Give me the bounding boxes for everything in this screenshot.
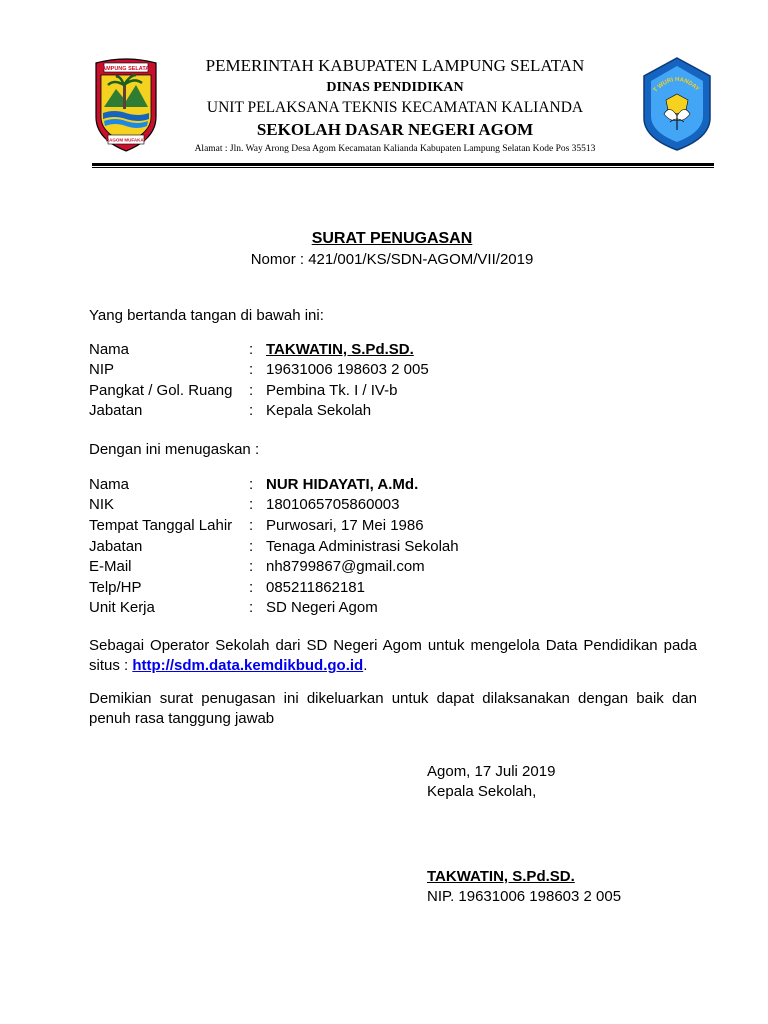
purpose-text: Sebagai Operator Sekolah dari SD Negeri Agom untuk mengelola Data Pendidikan pada situs :: [89, 637, 697, 674]
field-label: NIP: [89, 361, 115, 378]
signer-position-row: [89, 401, 709, 422]
purpose-paragraph: [89, 636, 697, 676]
intro-text: Yang bertanda tangan di bawah ini:: [89, 307, 324, 324]
letterhead-line-3: UNIT PELAKSANA TEKNIS KECAMATAN KALIANDA: [206, 99, 584, 116]
assign-intro-text: Dengan ini menugaskan :: [89, 441, 260, 458]
field-colon: :: [249, 382, 254, 399]
tut-wuri-handayani-emblem-icon: [640, 56, 714, 152]
assignee-name-row: [89, 475, 709, 496]
letter-number: Nomor : 421/001/KS/SDN-AGOM/VII/2019: [250, 251, 534, 268]
field-colon: :: [249, 402, 254, 419]
svg-text:RAGOM MUFAKAT: RAGOM MUFAKAT: [105, 137, 147, 143]
assignee-unit-row: [89, 598, 709, 619]
assignee-nik-row: [89, 495, 709, 516]
field-colon: :: [249, 341, 254, 358]
field-label: Pangkat / Gol. Ruang: [89, 382, 233, 399]
letterhead-line-1: PEMERINTAH KABUPATEN LAMPUNG SELATAN: [205, 56, 585, 75]
letterhead-rule-thin: [92, 167, 714, 168]
field-label: Jabatan: [89, 402, 143, 419]
field-value: Pembina Tk. I / IV-b: [266, 382, 398, 399]
assignee-birth-row: [89, 516, 709, 537]
letter-title: SURAT PENUGASAN: [311, 230, 473, 247]
lampung-selatan-emblem-icon: [90, 55, 162, 153]
place-date: Agom, 17 Juli 2019: [427, 763, 556, 780]
field-label: Telp/HP: [89, 579, 142, 596]
assignee-email-row: [89, 557, 709, 578]
svg-text:LAMPUNG SELATAN: LAMPUNG SELATAN: [98, 66, 154, 72]
assignee-phone-row: [89, 578, 709, 599]
field-label: Jabatan: [89, 538, 143, 555]
field-colon: :: [249, 476, 254, 493]
field-value: 19631006 198603 2 005: [266, 361, 429, 378]
field-colon: :: [249, 579, 254, 596]
field-colon: :: [249, 517, 254, 534]
field-label: E-Mail: [89, 558, 132, 575]
closing-paragraph: Demikian surat penugasan ini dikeluarkan untuk dapat dilaksanakan dengan baik dan penuh rasa tanggung jawab: [89, 690, 697, 727]
letterhead-address: Alamat : Jln. Way Arong Desa Agom Kecamatan Kalianda Kabupaten Lampung Selatan Kode Pos 35513: [194, 144, 596, 154]
field-value: Tenaga Administrasi Sekolah: [266, 538, 459, 555]
svg-text:TUT WURI HANDAYANI: T WURI HANDAY: [652, 76, 700, 94]
purpose-end: .: [363, 657, 368, 674]
field-colon: :: [249, 558, 254, 575]
field-value: 085211862181: [266, 579, 365, 596]
field-label: Nama: [89, 341, 130, 358]
field-value: SD Negeri Agom: [266, 599, 378, 616]
field-label: Unit Kerja: [89, 599, 155, 616]
field-colon: :: [249, 361, 254, 378]
field-value: TAKWATIN, S.Pd.SD.: [266, 341, 414, 358]
letterhead-line-4: SEKOLAH DASAR NEGERI AGOM: [256, 120, 534, 139]
field-label: NIK: [89, 496, 115, 513]
signer-rank-row: [89, 381, 709, 402]
signer-title: Kepala Sekolah,: [427, 783, 537, 800]
assignee-position-row: [89, 537, 709, 558]
field-value: NUR HIDAYATI, A.Md.: [266, 476, 419, 493]
letterhead-rule-thick: [92, 163, 714, 166]
field-value: Purwosari, 17 Mei 1986: [266, 517, 424, 534]
signer-name-row: [89, 340, 709, 361]
field-value: 1801065705860003: [266, 496, 400, 513]
field-value: Kepala Sekolah: [266, 402, 372, 419]
field-colon: :: [249, 496, 254, 513]
kemdikbud-link[interactable]: http://sdm.data.kemdikbud.go.id: [132, 657, 364, 674]
letterhead-line-2: DINAS PENDIDIKAN: [326, 80, 464, 95]
field-value: nh8799867@gmail.com: [266, 558, 425, 575]
signer-nip-row: [89, 360, 709, 381]
field-colon: :: [249, 538, 254, 555]
signer-nip: NIP. 19631006 198603 2 005: [427, 888, 622, 905]
field-label: Nama: [89, 476, 130, 493]
field-label: Tempat Tanggal Lahir: [89, 517, 233, 534]
field-colon: :: [249, 599, 254, 616]
signer-name: TAKWATIN, S.Pd.SD.: [427, 868, 575, 885]
